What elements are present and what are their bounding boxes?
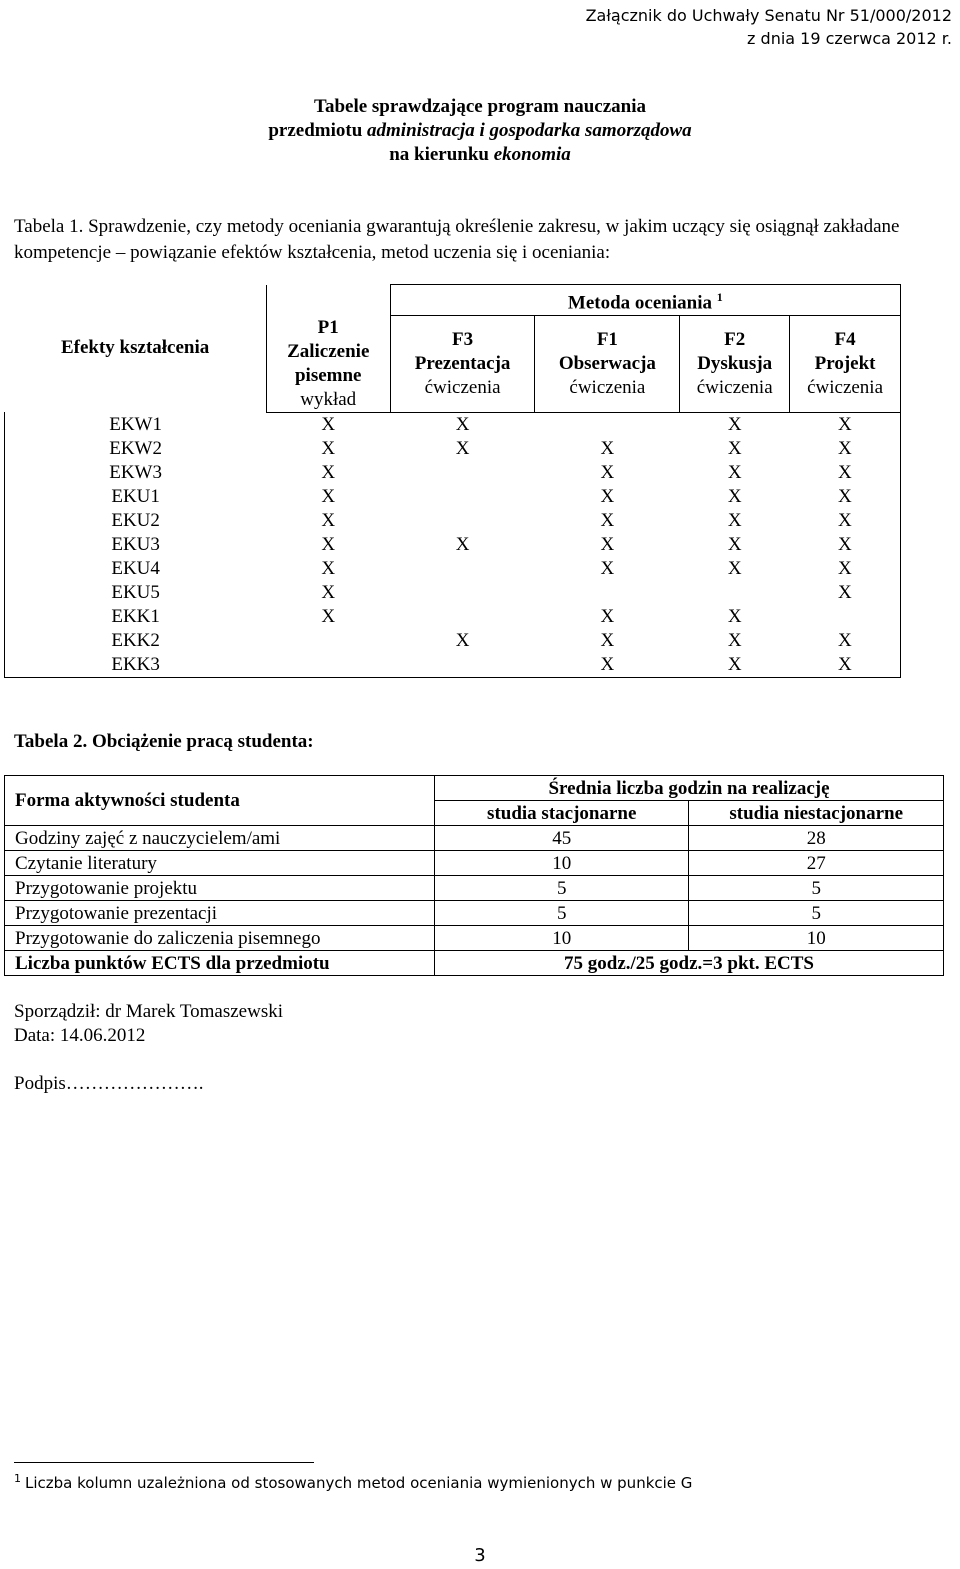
table-cell: X — [790, 557, 901, 581]
footnote-ref: 1 — [716, 290, 723, 304]
table-cell: X — [727, 557, 742, 579]
hours-niestac: 10 — [689, 926, 944, 951]
table-cell: X — [321, 557, 336, 579]
table-row — [5, 926, 944, 951]
activity-label: Czytanie literatury — [5, 851, 435, 876]
col-code: P1 — [317, 316, 339, 338]
table-row — [5, 876, 944, 901]
table-cell: X — [680, 653, 790, 678]
row-label: EKK1 — [5, 605, 267, 629]
table-cell: X — [727, 485, 742, 507]
table-cell: X — [455, 629, 470, 651]
table-cell: X — [790, 533, 901, 557]
hours-stac: 5 — [435, 901, 689, 926]
group-header-godziny: Średnia liczba godzin na realizację — [435, 776, 944, 801]
row-label: EKW3 — [5, 461, 267, 485]
table-row — [5, 485, 901, 509]
col-code: F3 — [452, 329, 474, 351]
title-line-3-prefix: na kierunku — [389, 144, 494, 165]
table-cell: X — [790, 461, 901, 485]
title-line-1: Tabele sprawdzające program nauczania — [314, 96, 646, 117]
table-cell: X — [321, 581, 336, 603]
subject-name: administracja i gospodarka samorządowa — [367, 120, 692, 141]
table-cell — [266, 653, 390, 678]
table-cell: X — [600, 437, 615, 459]
field-of-study: ekonomia — [493, 144, 571, 165]
col-code: F4 — [834, 329, 856, 351]
col-name: Dyskusja — [697, 353, 773, 375]
col-header-f3 — [390, 316, 535, 413]
hours-stac: 5 — [435, 876, 689, 901]
table-cell — [390, 581, 535, 605]
signature-line: Podpis…………………. — [14, 1073, 204, 1094]
table-cell: X — [600, 605, 615, 627]
table-row — [5, 437, 901, 461]
footnote-divider — [14, 1462, 314, 1463]
col-name: Obserwacja — [558, 353, 656, 375]
table-cell: X — [790, 653, 901, 678]
table-cell — [535, 412, 680, 437]
row-label: EKK3 — [5, 653, 267, 678]
document-header — [586, 4, 952, 50]
row-label: EKU3 — [5, 533, 267, 557]
table-cell: X — [535, 653, 680, 678]
table-learning-outcomes — [4, 284, 901, 678]
table-cell — [390, 653, 535, 678]
footnote — [14, 1472, 692, 1492]
col-name: Projekt — [814, 353, 876, 375]
table-cell — [390, 557, 535, 581]
row-label: EKW2 — [5, 437, 267, 461]
table-cell: X — [727, 605, 742, 627]
total-label: Liczba punktów ECTS dla przedmiotu — [5, 951, 435, 976]
table-row — [5, 605, 901, 629]
table-cell: X — [321, 605, 336, 627]
col-name: Zaliczenie pisemne — [287, 340, 370, 386]
table-cell: X — [321, 533, 336, 555]
footnote-mark: 1 — [14, 1472, 21, 1485]
table-cell — [390, 485, 535, 509]
title-line-3 — [0, 143, 960, 167]
col-form: wykład — [300, 388, 357, 410]
col-code: F1 — [596, 329, 618, 351]
title-line-2 — [0, 119, 960, 143]
table-cell: X — [790, 412, 901, 437]
col-header-niestacjonarne: studia niestacjonarne — [689, 801, 944, 826]
table-cell: X — [790, 509, 901, 533]
row-label: EKU5 — [5, 581, 267, 605]
table-row — [5, 851, 944, 876]
table-row — [5, 412, 901, 437]
row-label: EKW1 — [5, 412, 267, 437]
table-cell — [680, 581, 790, 605]
table-row — [5, 581, 901, 605]
table-cell — [535, 581, 680, 605]
hours-niestac: 28 — [689, 826, 944, 851]
table-cell: X — [321, 509, 336, 531]
table-row — [5, 461, 901, 485]
footnote-text: Liczba kolumn uzależniona od stosowanych metod oceniania wymienionych w punkcie G — [25, 1474, 693, 1492]
title-line-2-prefix: przedmiotu — [268, 120, 368, 141]
col-form: ćwiczenia — [424, 377, 501, 399]
hours-niestac: 5 — [689, 876, 944, 901]
table-row — [5, 629, 901, 653]
header-line-2: z dnia 19 czerwca 2012 r. — [747, 29, 952, 48]
table-cell — [790, 605, 901, 629]
table-cell: X — [455, 437, 470, 459]
col-header-f4 — [790, 316, 901, 413]
col-name: Prezentacja — [414, 353, 511, 375]
group-header-metoda — [390, 285, 900, 316]
table-cell: X — [790, 629, 901, 653]
table-row — [5, 653, 901, 678]
table-cell: X — [600, 629, 615, 651]
table-cell: X — [727, 509, 742, 531]
table2-body — [5, 826, 944, 951]
hours-stac: 10 — [435, 851, 689, 876]
row-label: EKU4 — [5, 557, 267, 581]
header-line-1: Załącznik do Uchwały Senatu Nr 51/000/2012 — [585, 6, 952, 25]
hours-niestac: 27 — [689, 851, 944, 876]
col-header-efekty: Efekty kształcenia — [5, 285, 267, 413]
table-cell: X — [600, 509, 615, 531]
table-cell: X — [727, 413, 742, 435]
activity-label: Przygotowanie do zaliczenia pisemnego — [5, 926, 435, 951]
table-cell: X — [727, 629, 742, 651]
table-cell: X — [790, 437, 901, 461]
table-cell: X — [321, 437, 336, 459]
table2-caption: Tabela 2. Obciążenie pracą studenta: — [14, 731, 314, 752]
table-cell: X — [727, 533, 742, 555]
table-row — [5, 533, 901, 557]
table-cell: X — [321, 485, 336, 507]
page-number: 3 — [474, 1545, 486, 1566]
table-cell — [390, 605, 535, 629]
col-form: ćwiczenia — [807, 377, 884, 399]
table1-caption: Tabela 1. Sprawdzenie, czy metody oceniania gwarantują określenie zakresu, w jakim uczący się osiągnął zakładane kompetencje – powiązanie efektów kształcenia, metod uczenia się i oceniania: — [14, 216, 900, 263]
activity-label: Godziny zajęć z nauczycielem/ami — [5, 826, 435, 851]
col-form: ćwiczenia — [696, 377, 773, 399]
table-cell: X — [455, 413, 470, 435]
prepared-by: Sporządził: dr Marek Tomaszewski — [14, 1001, 283, 1022]
table-row — [5, 557, 901, 581]
table-cell: X — [600, 533, 615, 555]
total-value: 75 godz./25 godz.=3 pkt. ECTS — [435, 951, 944, 976]
table-cell: X — [321, 461, 336, 483]
col-header-stacjonarne: studia stacjonarne — [435, 801, 689, 826]
activity-label: Przygotowanie prezentacji — [5, 901, 435, 926]
table-cell: X — [790, 581, 901, 605]
table-cell: X — [600, 557, 615, 579]
activity-label: Przygotowanie projektu — [5, 876, 435, 901]
table-row — [5, 826, 944, 851]
table-row — [5, 901, 944, 926]
col-header-forma: Forma aktywności studenta — [5, 776, 435, 826]
row-label: EKK2 — [5, 629, 267, 653]
col-header-p1 — [266, 316, 390, 413]
table-cell: X — [600, 461, 615, 483]
group-header-text: Metoda oceniania — [567, 292, 712, 314]
col-code: F2 — [724, 329, 746, 351]
table-cell: X — [727, 437, 742, 459]
col-header-f2 — [680, 316, 790, 413]
table-student-workload — [4, 775, 944, 976]
hours-niestac: 5 — [689, 901, 944, 926]
table-cell — [266, 629, 390, 653]
table-cell: X — [790, 485, 901, 509]
table-row — [5, 509, 901, 533]
date: Data: 14.06.2012 — [14, 1025, 146, 1046]
hours-stac: 45 — [435, 826, 689, 851]
row-label: EKU1 — [5, 485, 267, 509]
table-cell: X — [727, 461, 742, 483]
hours-stac: 10 — [435, 926, 689, 951]
table-cell: X — [455, 533, 470, 555]
table1-body — [5, 412, 901, 677]
table-cell: X — [600, 485, 615, 507]
col-header-f1 — [535, 316, 680, 413]
table-cell — [390, 461, 535, 485]
row-label: EKU2 — [5, 509, 267, 533]
col-form: ćwiczenia — [569, 377, 646, 399]
document-title — [0, 95, 960, 167]
table-cell: X — [321, 413, 336, 435]
table-cell — [390, 509, 535, 533]
